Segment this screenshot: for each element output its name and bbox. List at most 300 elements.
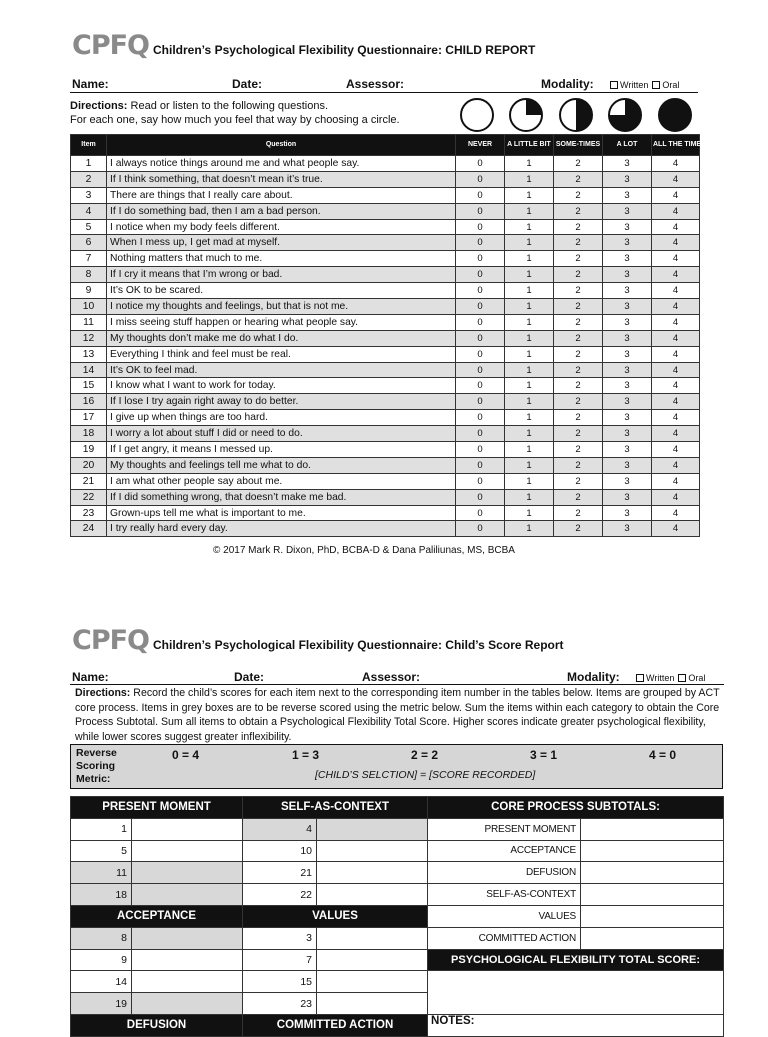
item-number: 22 (71, 489, 107, 505)
score-option[interactable]: 1 (505, 473, 554, 489)
score-option[interactable]: 2 (554, 283, 603, 299)
score-option[interactable]: 4 (652, 156, 700, 172)
score-option[interactable]: 1 (505, 283, 554, 299)
subtotal-cell[interactable] (581, 840, 724, 862)
assessor-label: Assessor: (346, 77, 405, 91)
score-option[interactable]: 4 (652, 203, 700, 219)
total-score-cell[interactable] (428, 971, 724, 1015)
score-option[interactable]: 1 (505, 251, 554, 267)
item-number: 15 (71, 378, 107, 394)
directions-label: Directions: (70, 100, 128, 112)
item-number: 23 (71, 505, 107, 521)
score-option[interactable]: 2 (554, 346, 603, 362)
score-option[interactable]: 3 (603, 251, 652, 267)
oral-checkbox-2[interactable] (678, 674, 686, 682)
score-option[interactable]: 1 (505, 314, 554, 330)
score-option[interactable]: 1 (505, 426, 554, 442)
item-question: If I cry it means that I’m wrong or bad. (107, 267, 456, 283)
item-question: I notice my thoughts and feelings, but that is not me. (107, 299, 456, 315)
score-option[interactable]: 2 (554, 156, 603, 172)
present-moment-header: PRESENT MOMENT (71, 797, 243, 819)
score-cell[interactable] (132, 862, 243, 884)
score-option[interactable]: 2 (554, 251, 603, 267)
item-row (71, 426, 700, 442)
score-option[interactable]: 0 (456, 267, 505, 283)
item-number: 13 (71, 346, 107, 362)
item-row (71, 521, 700, 537)
item-number: 3 (243, 927, 317, 949)
score-option[interactable]: 1 (505, 442, 554, 458)
item-question: When I mess up, I get mad at myself. (107, 235, 456, 251)
item-row (71, 378, 700, 394)
item-question: It’s OK to feel mad. (107, 362, 456, 378)
score-option[interactable]: 2 (554, 267, 603, 283)
score-option[interactable]: 0 (456, 362, 505, 378)
score-cell[interactable] (317, 884, 428, 906)
item-row (71, 235, 700, 251)
score-option[interactable]: 2 (554, 187, 603, 203)
item-row (71, 394, 700, 410)
score-option[interactable]: 4 (652, 251, 700, 267)
copyright: © 2017 Mark R. Dixon, PhD, BCBA-D & Dana Paliliunas, MS, BCBA (213, 545, 515, 556)
item-question: There are things that I really care about. (107, 187, 456, 203)
info-rule (70, 92, 698, 93)
written-label-2: Written (646, 673, 675, 683)
score-option[interactable]: 4 (652, 473, 700, 489)
item-number: 1 (71, 818, 132, 840)
score-row (71, 927, 724, 949)
score-option[interactable]: 0 (456, 505, 505, 521)
score-option[interactable]: 4 (652, 299, 700, 315)
modality-options (606, 80, 679, 90)
score-cell[interactable] (317, 971, 428, 993)
item-row (71, 457, 700, 473)
metric-note: [CHILD’S SELCTION] = [SCORE RECORDED] (315, 769, 536, 781)
info-rule-2 (70, 684, 724, 685)
score-option[interactable]: 0 (456, 442, 505, 458)
score-option[interactable]: 3 (603, 521, 652, 537)
score-option[interactable]: 0 (456, 235, 505, 251)
score-option[interactable]: 3 (603, 235, 652, 251)
directions-2 (75, 686, 723, 744)
score-option[interactable]: 2 (554, 171, 603, 187)
subtotal-label: ACCEPTANCE (428, 840, 581, 862)
score-row (71, 840, 724, 862)
item-question: I know what I want to work for today. (107, 378, 456, 394)
score-report-title: Children’s Psychological Flexibility Questionnaire: Child’s Score Report (153, 638, 564, 652)
score-cell[interactable] (132, 971, 243, 993)
score-option[interactable]: 0 (456, 156, 505, 172)
sometimes-header: SOME-TIMES (554, 135, 603, 156)
subtotal-label: PRESENT MOMENT (428, 818, 581, 840)
score-option[interactable]: 2 (554, 426, 603, 442)
score-option[interactable]: 2 (554, 378, 603, 394)
item-number: 11 (71, 314, 107, 330)
item-row (71, 505, 700, 521)
score-option[interactable]: 3 (603, 267, 652, 283)
score-option[interactable]: 3 (603, 299, 652, 315)
score-option[interactable]: 4 (652, 219, 700, 235)
item-number: 23 (243, 993, 317, 1015)
score-row (71, 818, 724, 840)
score-option[interactable]: 1 (505, 330, 554, 346)
score-table (70, 796, 724, 1037)
score-option[interactable]: 1 (505, 394, 554, 410)
modality-label-2: Modality: (567, 670, 620, 684)
oral-label-2: Oral (688, 673, 706, 683)
reverse-scoring-metric (70, 744, 723, 789)
assessor-label-2: Assessor: (362, 670, 421, 684)
written-checkbox-2[interactable] (636, 674, 644, 682)
score-option[interactable]: 1 (505, 299, 554, 315)
score-option[interactable]: 3 (603, 489, 652, 505)
score-option[interactable]: 3 (603, 457, 652, 473)
cpfq-logo-2: CPFQ (72, 625, 149, 656)
score-option[interactable]: 0 (456, 378, 505, 394)
item-number: 5 (71, 219, 107, 235)
subtotal-cell[interactable] (581, 905, 724, 927)
date-label: Date: (232, 77, 263, 91)
score-option[interactable]: 2 (554, 362, 603, 378)
score-option[interactable]: 3 (603, 283, 652, 299)
score-row (71, 971, 724, 993)
written-checkbox[interactable] (610, 81, 618, 89)
item-number: 14 (71, 971, 132, 993)
item-row (71, 156, 700, 172)
score-option[interactable]: 2 (554, 314, 603, 330)
score-option[interactable]: 0 (456, 426, 505, 442)
score-option[interactable]: 0 (456, 457, 505, 473)
item-question: I always notice things around me and what people say. (107, 156, 456, 172)
item-number: 16 (71, 394, 107, 410)
score-option[interactable]: 1 (505, 203, 554, 219)
total-score-label: PSYCHOLOGICAL FLEXIBILITY TOTAL SCORE: (428, 949, 724, 971)
score-option[interactable]: 0 (456, 283, 505, 299)
item-row (71, 489, 700, 505)
score-option[interactable]: 4 (652, 521, 700, 537)
score-option[interactable]: 2 (554, 410, 603, 426)
committed-action-header: COMMITTED ACTION (243, 1014, 428, 1036)
item-row (71, 187, 700, 203)
score-option[interactable]: 2 (554, 394, 603, 410)
a-little-bit-circle-icon (509, 98, 543, 132)
score-option[interactable]: 0 (456, 473, 505, 489)
name-label-2: Name: (72, 670, 109, 684)
metric-value: 0 = 4 (172, 748, 200, 762)
score-cell[interactable] (317, 927, 428, 949)
score-option[interactable]: 2 (554, 219, 603, 235)
score-option[interactable]: 3 (603, 362, 652, 378)
items-table (70, 134, 700, 537)
metric-value: 1 = 3 (292, 748, 320, 762)
score-option[interactable]: 4 (652, 489, 700, 505)
modality-options-2 (632, 673, 705, 683)
subtotal-cell[interactable] (581, 818, 724, 840)
a-lot-header: A LOT (603, 135, 652, 156)
metric-value: 3 = 1 (530, 748, 558, 762)
item-number: 12 (71, 330, 107, 346)
score-option[interactable]: 3 (603, 505, 652, 521)
item-number: 5 (71, 840, 132, 862)
self-as-context-header: SELF-AS-CONTEXT (243, 797, 428, 819)
score-option[interactable]: 3 (603, 203, 652, 219)
item-number: 14 (71, 362, 107, 378)
item-number: 21 (71, 473, 107, 489)
directions-label-2: Directions: (75, 687, 131, 699)
score-option[interactable]: 1 (505, 521, 554, 537)
score-option[interactable]: 2 (554, 299, 603, 315)
score-cell[interactable] (317, 862, 428, 884)
items-header-row (71, 135, 700, 156)
cpfq-logo: CPFQ (72, 30, 149, 61)
score-option[interactable]: 3 (603, 346, 652, 362)
item-question: Nothing matters that much to me. (107, 251, 456, 267)
item-question: I try really hard every day. (107, 521, 456, 537)
item-question: Everything I think and feel must be real. (107, 346, 456, 362)
item-number: 19 (71, 442, 107, 458)
item-number: 9 (71, 949, 132, 971)
item-row (71, 203, 700, 219)
item-header: Item (71, 135, 107, 156)
item-number: 7 (71, 251, 107, 267)
score-option[interactable]: 4 (652, 457, 700, 473)
score-option[interactable]: 0 (456, 314, 505, 330)
score-option[interactable]: 3 (603, 219, 652, 235)
oral-checkbox[interactable] (652, 81, 660, 89)
item-number: 4 (71, 203, 107, 219)
item-number: 18 (71, 884, 132, 906)
score-cell[interactable] (132, 949, 243, 971)
item-row (71, 219, 700, 235)
item-question: I worry a lot about stuff I did or need to do. (107, 426, 456, 442)
item-row (71, 362, 700, 378)
item-number: 10 (71, 299, 107, 315)
oral-label: Oral (662, 80, 680, 90)
score-option[interactable]: 1 (505, 171, 554, 187)
score-cell[interactable] (317, 949, 428, 971)
directions-line2: For each one, say how much you feel that way by choosing a circle. (70, 114, 400, 126)
item-number: 11 (71, 862, 132, 884)
item-number: 15 (243, 971, 317, 993)
written-label: Written (620, 80, 649, 90)
score-option[interactable]: 4 (652, 442, 700, 458)
score-cell[interactable] (132, 927, 243, 949)
score-option[interactable]: 0 (456, 394, 505, 410)
item-question: If I think something, that doesn’t mean it’s true. (107, 171, 456, 187)
item-question: It’s OK to be scared. (107, 283, 456, 299)
score-cell[interactable] (132, 993, 243, 1015)
item-number: 4 (243, 818, 317, 840)
item-number: 8 (71, 267, 107, 283)
score-cell[interactable] (132, 840, 243, 862)
score-option[interactable]: 0 (456, 219, 505, 235)
score-option[interactable]: 4 (652, 187, 700, 203)
item-row (71, 473, 700, 489)
score-option[interactable]: 1 (505, 187, 554, 203)
score-option[interactable]: 2 (554, 489, 603, 505)
score-option[interactable]: 1 (505, 235, 554, 251)
item-number: 18 (71, 426, 107, 442)
item-number: 3 (71, 187, 107, 203)
score-option[interactable]: 2 (554, 473, 603, 489)
score-option[interactable]: 0 (456, 251, 505, 267)
score-option[interactable]: 3 (603, 394, 652, 410)
notes-label: NOTES: (428, 1014, 724, 1036)
score-option[interactable]: 1 (505, 378, 554, 394)
score-option[interactable]: 3 (603, 410, 652, 426)
score-option[interactable]: 0 (456, 299, 505, 315)
item-row (71, 171, 700, 187)
score-option[interactable]: 0 (456, 410, 505, 426)
score-cell[interactable] (317, 993, 428, 1015)
score-option[interactable]: 0 (456, 171, 505, 187)
item-number: 24 (71, 521, 107, 537)
item-question: I am what other people say about me. (107, 473, 456, 489)
item-question: If I get angry, it means I messed up. (107, 442, 456, 458)
directions (70, 99, 450, 127)
score-option[interactable]: 4 (652, 235, 700, 251)
score-cell[interactable] (132, 884, 243, 906)
item-number: 21 (243, 862, 317, 884)
subtotal-cell[interactable] (581, 927, 724, 949)
score-option[interactable]: 0 (456, 489, 505, 505)
score-option[interactable]: 3 (603, 156, 652, 172)
score-cell[interactable] (132, 818, 243, 840)
item-question: My thoughts and feelings tell me what to do. (107, 457, 456, 473)
score-option[interactable]: 3 (603, 473, 652, 489)
score-option[interactable]: 3 (603, 330, 652, 346)
a-little-bit-header: A LITTLE BIT (505, 135, 554, 156)
values-header: VALUES (243, 905, 428, 927)
directions-line1: Read or listen to the following questions. (127, 100, 329, 112)
modality-label: Modality: (541, 77, 594, 91)
score-option[interactable]: 4 (652, 346, 700, 362)
score-option[interactable]: 4 (652, 314, 700, 330)
name-label: Name: (72, 77, 109, 91)
score-row (71, 862, 724, 884)
a-lot-circle-icon (608, 98, 642, 132)
never-circle-icon (460, 98, 494, 132)
item-row (71, 314, 700, 330)
item-number: 22 (243, 884, 317, 906)
item-question: I give up when things are too hard. (107, 410, 456, 426)
score-option[interactable]: 3 (603, 187, 652, 203)
metric-value: 2 = 2 (411, 748, 439, 762)
score-option[interactable]: 3 (603, 426, 652, 442)
score-option[interactable]: 1 (505, 156, 554, 172)
item-number: 19 (71, 993, 132, 1015)
item-number: 20 (71, 457, 107, 473)
score-option[interactable]: 4 (652, 394, 700, 410)
score-option[interactable]: 4 (652, 283, 700, 299)
score-option[interactable]: 4 (652, 378, 700, 394)
score-row (71, 884, 724, 906)
score-option[interactable]: 2 (554, 442, 603, 458)
score-option[interactable]: 1 (505, 362, 554, 378)
item-row (71, 299, 700, 315)
score-option[interactable]: 2 (554, 235, 603, 251)
score-option[interactable]: 1 (505, 505, 554, 521)
item-question: I notice when my body feels different. (107, 219, 456, 235)
score-row (71, 949, 724, 971)
item-question: If I do something bad, then I am a bad person. (107, 203, 456, 219)
score-option[interactable]: 4 (652, 330, 700, 346)
core-process-subtotals-header: CORE PROCESS SUBTOTALS: (428, 797, 724, 819)
score-option[interactable]: 2 (554, 505, 603, 521)
item-number: 6 (71, 235, 107, 251)
sometimes-circle-icon (559, 98, 593, 132)
item-question: Grown-ups tell me what is important to me. (107, 505, 456, 521)
score-option[interactable]: 1 (505, 346, 554, 362)
score-option[interactable]: 1 (505, 410, 554, 426)
item-number: 7 (243, 949, 317, 971)
subtotal-label: SELF-AS-CONTEXT (428, 884, 581, 906)
directions-text-2: Record the child’s scores for each item next to the corresponding item number in the tables below. Items are grouped by ACT core process. Items in grey boxes are to be reverse scored using the metric below. Sum the items within each category to obtain the Core Process Subtotal. Sum all items to obtain a Psychological Flexibility Total Score. Higher scores indicate greater psychological flexibility, while lower scores suggest greater inflexibility. (75, 687, 720, 743)
score-option[interactable]: 2 (554, 330, 603, 346)
item-number: 10 (243, 840, 317, 862)
item-row (71, 267, 700, 283)
score-option[interactable]: 1 (505, 219, 554, 235)
date-label-2: Date: (234, 670, 265, 684)
score-option[interactable]: 1 (505, 267, 554, 283)
subtotal-cell[interactable] (581, 884, 724, 906)
all-the-time-circle-icon (658, 98, 692, 132)
question-header: Question (107, 135, 456, 156)
score-option[interactable]: 3 (603, 171, 652, 187)
score-option[interactable]: 4 (652, 171, 700, 187)
score-option[interactable]: 1 (505, 457, 554, 473)
item-row (71, 283, 700, 299)
defusion-header: DEFUSION (71, 1014, 243, 1036)
acceptance-header: ACCEPTANCE (71, 905, 243, 927)
item-number: 2 (71, 171, 107, 187)
item-question: I miss seeing stuff happen or hearing what people say. (107, 314, 456, 330)
all-the-time-header: ALL THE TIME (652, 135, 700, 156)
score-option[interactable]: 4 (652, 267, 700, 283)
score-option[interactable]: 2 (554, 203, 603, 219)
score-option[interactable]: 3 (603, 314, 652, 330)
subtotal-label: DEFUSION (428, 862, 581, 884)
metric-value: 4 = 0 (649, 748, 677, 762)
subtotal-cell[interactable] (581, 862, 724, 884)
item-row (71, 346, 700, 362)
score-option[interactable]: 0 (456, 187, 505, 203)
metric-label: Reverse Scoring Metric: (76, 747, 117, 785)
score-option[interactable]: 4 (652, 426, 700, 442)
item-number: 17 (71, 410, 107, 426)
score-option[interactable]: 2 (554, 521, 603, 537)
score-option[interactable]: 0 (456, 203, 505, 219)
subtotal-label: COMMITTED ACTION (428, 927, 581, 949)
score-option[interactable]: 3 (603, 442, 652, 458)
item-number: 1 (71, 156, 107, 172)
report-title: Children’s Psychological Flexibility Questionnaire: CHILD REPORT (153, 43, 536, 57)
score-option[interactable]: 0 (456, 330, 505, 346)
score-cell[interactable] (317, 840, 428, 862)
score-option[interactable]: 4 (652, 410, 700, 426)
score-option[interactable]: 2 (554, 457, 603, 473)
score-option[interactable]: 0 (456, 346, 505, 362)
score-option[interactable]: 4 (652, 505, 700, 521)
item-row (71, 442, 700, 458)
item-row (71, 410, 700, 426)
score-option[interactable]: 3 (603, 378, 652, 394)
score-option[interactable]: 0 (456, 521, 505, 537)
item-row (71, 330, 700, 346)
score-option[interactable]: 4 (652, 362, 700, 378)
score-cell[interactable] (317, 818, 428, 840)
score-option[interactable]: 1 (505, 489, 554, 505)
